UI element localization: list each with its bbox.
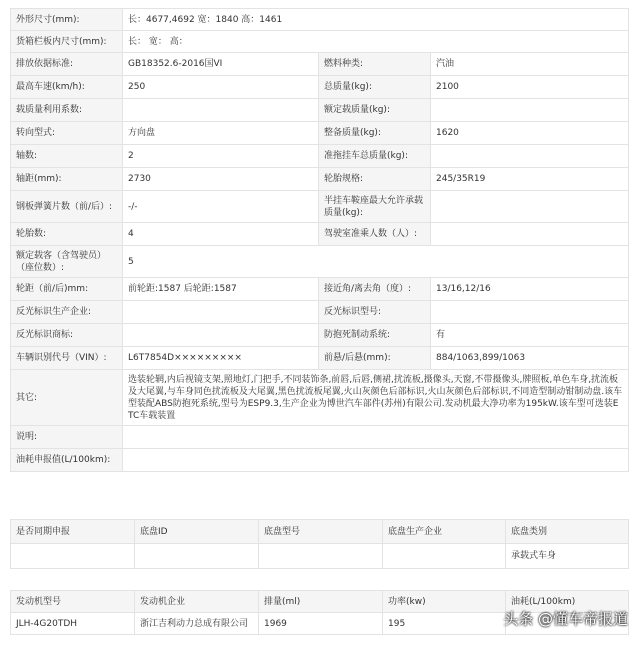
spec-label: 载质量利用系数: — [11, 99, 123, 122]
chassis-header-model: 底盘型号 — [259, 520, 383, 544]
spec-value: L6T7854D××××××××× — [123, 347, 319, 370]
spec-label: 整备质量(kg): — [319, 122, 431, 145]
engine-value-power: 195 — [383, 613, 506, 635]
spec-value: 前轮距:1587 后轮距:1587 — [123, 278, 319, 301]
spec-row — [11, 145, 629, 168]
spec-value: 5 — [123, 246, 629, 278]
spec-label: 轴距(mm): — [11, 168, 123, 191]
spec-label: 车辆识别代号（VIN）: — [11, 347, 123, 370]
spec-label: 额定载客（含驾驶员）（座位数）: — [11, 246, 123, 278]
engine-value-maker: 浙江吉利动力总成有限公司 — [135, 613, 259, 635]
spec-value: -/- — [123, 191, 319, 223]
spec-label: 前悬/后悬(mm): — [319, 347, 431, 370]
spec-row — [11, 223, 629, 246]
spec-label: 半挂车鞍座最大允许承载质量(kg): — [319, 191, 431, 223]
spec-label: 轮胎数: — [11, 223, 123, 246]
spec-value: 1620 — [431, 122, 629, 145]
spec-value — [431, 99, 629, 122]
engine-header-consumption: 油耗(L/100km) — [506, 591, 629, 613]
spec-value: 选装轮辋,内后视镜支架,照地灯,门把手,不同装饰条,前唇,后唇,侧裙,扰流板,摄像头,天窗,不带摄像头,牌照板,单色车身,扰流板及大尾翼,与车身同色扰流板及大尾翼,黑色扰流板尾翼,火山灰颜色后部标识,火山灰颜色后部标识,不同造型制动钳制动盘.该车型装配ABS防抱死系统,型号为ESP9.3,生产企业为博世汽车部件(苏州)有限公司.发动机最大净功率为195kW.该车型可选装ETC车载装置 — [123, 370, 629, 426]
spec-label: 油耗申报值(L/100km): — [11, 449, 123, 472]
spec-value — [431, 191, 629, 223]
watermark-text: 头条 @懂车帝报道 — [503, 610, 628, 628]
spec-label: 燃料种类: — [319, 53, 431, 76]
spec-label: 最高车速(km/h): — [11, 76, 123, 99]
spec-label: 准拖挂车总质量(kg): — [319, 145, 431, 168]
spec-label: 轮胎规格: — [319, 168, 431, 191]
chassis-value-type: 承载式车身 — [506, 544, 629, 569]
spec-label: 外形尺寸(mm): — [11, 9, 123, 31]
spec-row — [11, 426, 629, 449]
spec-row — [11, 278, 629, 301]
specs-table — [10, 8, 629, 472]
spec-row — [11, 122, 629, 145]
spec-row — [11, 9, 629, 31]
spec-row — [11, 168, 629, 191]
chassis-header-id: 底盘ID — [135, 520, 259, 544]
spec-row — [11, 99, 629, 122]
spec-value: 884/1063,899/1063 — [431, 347, 629, 370]
spec-row — [11, 347, 629, 370]
engine-header-displacement: 排量(ml) — [259, 591, 383, 613]
spec-value — [123, 449, 629, 472]
spec-label: 反光标识生产企业: — [11, 301, 123, 324]
spec-label: 转向型式: — [11, 122, 123, 145]
spec-value: 长：4677,4692 宽：1840 高：1461 — [123, 9, 629, 31]
spec-value: 有 — [431, 324, 629, 347]
spec-label: 轴数: — [11, 145, 123, 168]
spec-label: 反光标识商标: — [11, 324, 123, 347]
spec-row — [11, 246, 629, 278]
spec-value — [123, 426, 629, 449]
spec-label: 说明: — [11, 426, 123, 449]
spec-label: 额定载质量(kg): — [319, 99, 431, 122]
spec-label: 轮距（前/后)mm: — [11, 278, 123, 301]
engine-header-maker: 发动机企业 — [135, 591, 259, 613]
chassis-header-sync: 是否同期申报 — [11, 520, 135, 544]
engine-header-model: 发动机型号 — [11, 591, 135, 613]
spec-row — [11, 76, 629, 99]
spec-value — [123, 301, 319, 324]
spec-value: 方向盘 — [123, 122, 319, 145]
engine-header-power: 功率(kw) — [383, 591, 506, 613]
spec-value: 2 — [123, 145, 319, 168]
spec-value — [123, 99, 319, 122]
spec-value: 长： 宽： 高： — [123, 31, 629, 53]
spec-label: 防抱死制动系统: — [319, 324, 431, 347]
spec-label: 排放依据标准: — [11, 53, 123, 76]
spec-row — [11, 301, 629, 324]
spec-row — [11, 449, 629, 472]
chassis-table — [10, 519, 629, 569]
spec-label: 总质量(kg): — [319, 76, 431, 99]
spec-label: 其它: — [11, 370, 123, 426]
chassis-value-model — [259, 544, 383, 569]
spec-row — [11, 31, 629, 53]
spec-label: 接近角/离去角（度）: — [319, 278, 431, 301]
spec-label: 货箱栏板内尺寸(mm): — [11, 31, 123, 53]
spec-row — [11, 370, 629, 426]
spec-value: 2100 — [431, 76, 629, 99]
spec-value: GB18352.6-2016国VI — [123, 53, 319, 76]
spec-value — [431, 223, 629, 246]
spec-row — [11, 191, 629, 223]
spec-value: 汽油 — [431, 53, 629, 76]
spec-label: 驾驶室准乘人数（人）: — [319, 223, 431, 246]
spec-row — [11, 324, 629, 347]
engine-value-model: JLH-4G20TDH — [11, 613, 135, 635]
spec-row — [11, 53, 629, 76]
spec-value — [123, 324, 319, 347]
spec-value: 4 — [123, 223, 319, 246]
spec-value: 245/35R19 — [431, 168, 629, 191]
chassis-header-type: 底盘类别 — [506, 520, 629, 544]
spec-value — [431, 301, 629, 324]
spec-value: 13/16,12/16 — [431, 278, 629, 301]
engine-value-displacement: 1969 — [259, 613, 383, 635]
chassis-value-id — [135, 544, 259, 569]
spec-label: 钢板弹簧片数（前/后）: — [11, 191, 123, 223]
spec-value: 250 — [123, 76, 319, 99]
spec-value — [431, 145, 629, 168]
spec-label: 反光标识型号: — [319, 301, 431, 324]
chassis-value-maker — [383, 544, 506, 569]
spec-value: 2730 — [123, 168, 319, 191]
chassis-value-sync — [11, 544, 135, 569]
chassis-header-maker: 底盘生产企业 — [383, 520, 506, 544]
